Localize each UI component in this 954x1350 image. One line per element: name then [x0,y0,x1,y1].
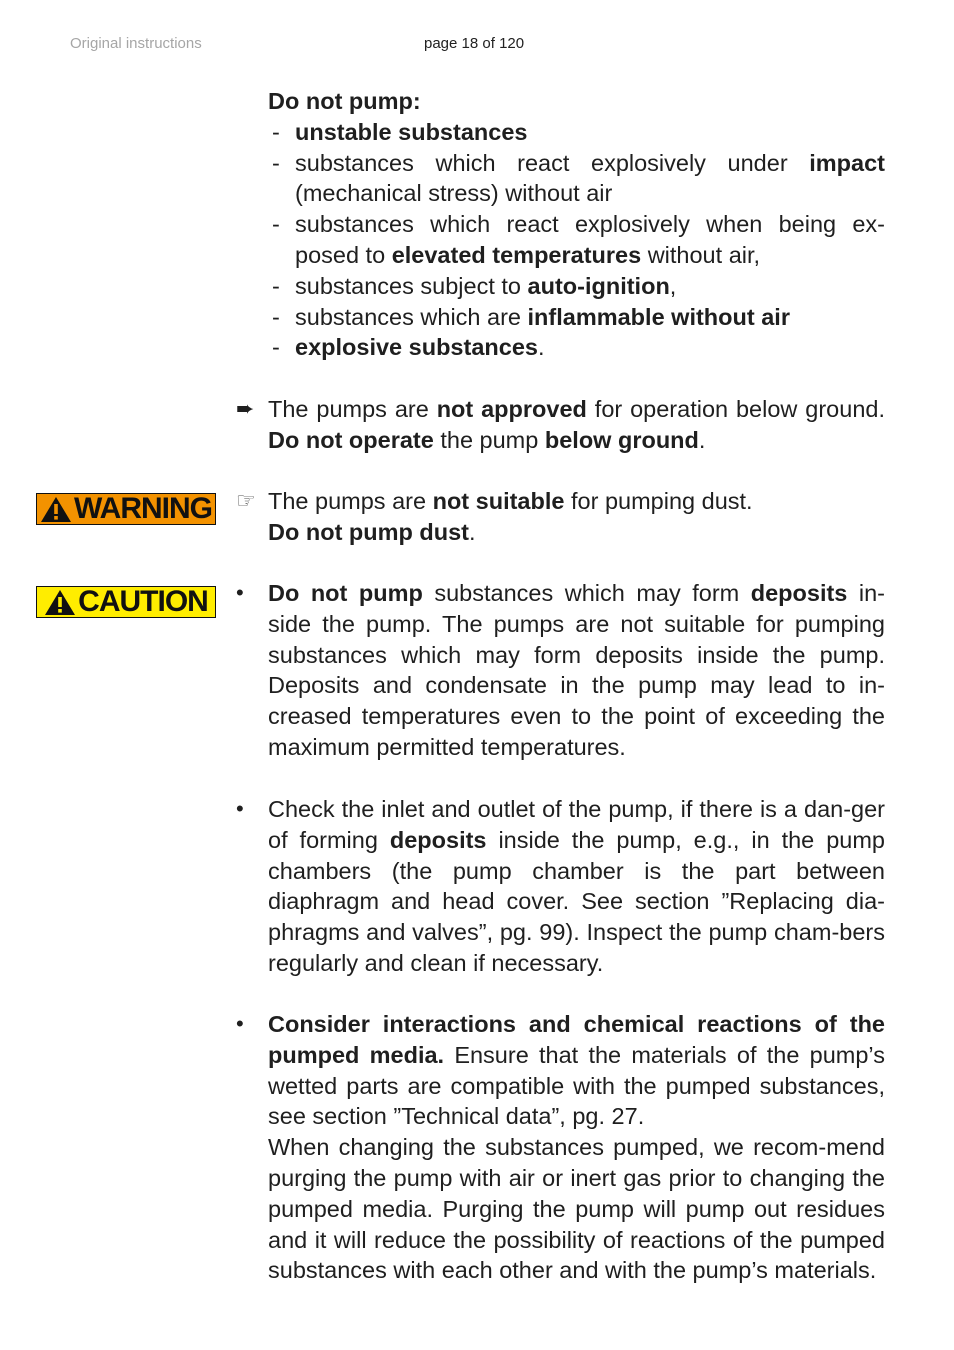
inspect-bullet [268,794,885,979]
dust-note-line1: The pumps are not suitable for pumping dust. [268,488,753,514]
caution-label: CAUTION [78,585,208,618]
interactions-bullet [268,1009,885,1286]
warning-badge [36,493,216,525]
inspect-text: Check the inlet and outlet of the pump, if there is a dan-ger of forming deposits inside the pump, e.g., in the pump chambers (the pump chamber is the part between diaphragm and head cover. See section ”Replacing dia-phragms and valves”, pg. 99). Inspect the pump cham-bers regularly and clean if necessary. [268,796,885,976]
list-item: - explosive substances. [272,334,545,361]
below-ground-note [268,394,885,456]
page-number: page 18 of 120 [424,35,525,52]
dust-note [268,486,885,548]
list-item: - substances which react explosively when being ex-posed to elevated temperatures without air, [272,211,885,268]
do-not-pump-heading: Do not pump: [268,88,421,114]
bullet-icon: • [236,1011,244,1036]
list-item: - substances which are inflammable without air [272,303,790,330]
deposits-text: Do not pump substances which may form deposits in-side the pump. The pumps are not suitable for pumping substances which may form deposits inside the pump. Deposits and condensate in the pump may lead to in-creased temperatures even to the point of exceeding the maximum permitted temperatures. [268,580,885,760]
warning-triangle-icon [40,496,72,523]
caution-badge [36,586,216,618]
do-not-pump-section [268,86,885,363]
list-item: - unstable substances [272,118,528,145]
deposits-bullet [268,578,885,763]
right-arrow-icon: ➨ [236,396,255,421]
list-item: - substances which react explosively under impact (mechanical stress) without air [272,149,885,207]
warning-label: WARNING [74,492,212,525]
bullet-icon: • [236,580,244,605]
pointing-hand-icon: ☞ [236,488,256,513]
document-title: Original instructions [70,35,202,52]
interactions-text: Consider interactions and chemical reactions of the pumped media. Ensure that the materials of the pump’s wetted parts are compatible with the pumped substances, see section ”Technical data”, pg. 27. [268,1011,885,1130]
below-ground-text: The pumps are not approved for operation below ground. Do not operate the pump below ground. [268,396,885,453]
list-item: - substances subject to auto-ignition, [272,272,677,299]
bullet-icon: • [236,796,244,821]
caution-triangle-icon [44,589,76,616]
do-not-pump-list [268,117,885,363]
dust-note-line2: Do not pump dust. [268,518,476,545]
purging-text: When changing the substances pumped, we recom-mend purging the pump with air or inert gas prior to changing the pumped media. Purging the pump will pump out residues and it will reduce the possibility of reactions of the pumped substances with each other and with the pump’s materials. [268,1134,885,1284]
